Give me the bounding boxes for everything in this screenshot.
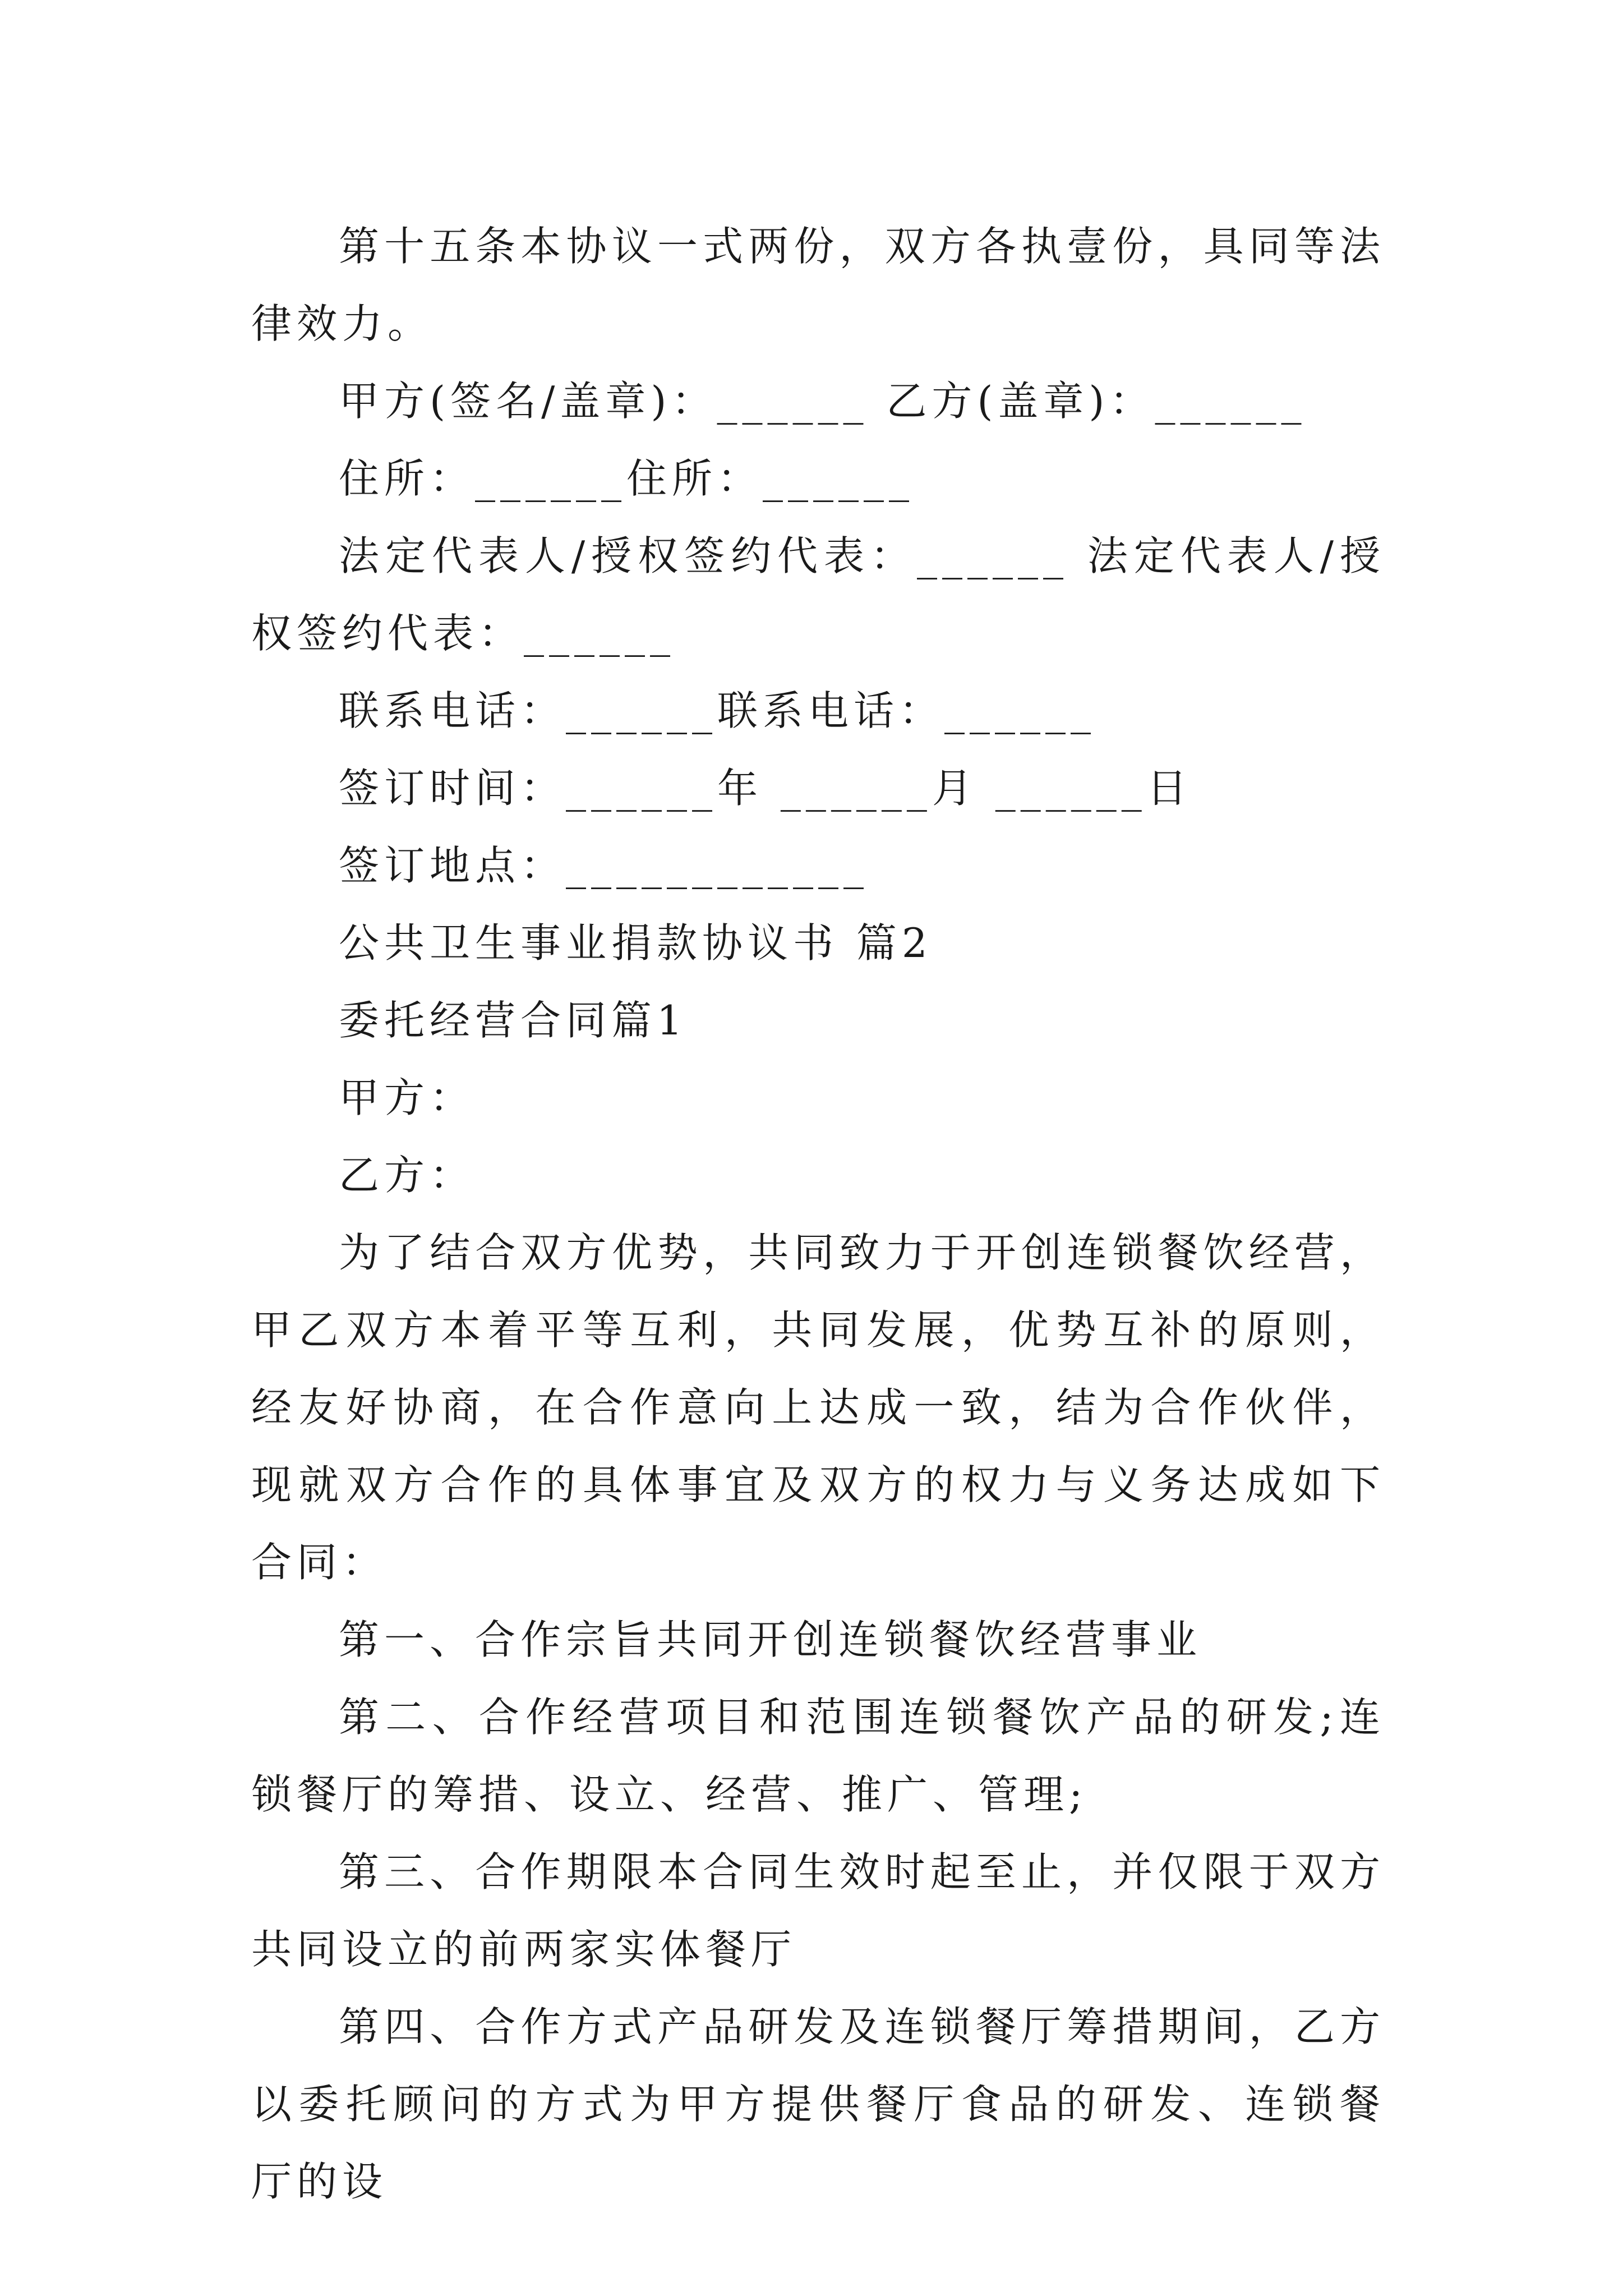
paragraph-preamble: 为了结合双方优势，共同致力于开创连锁餐饮经营，甲乙双方本着平等互利，共同发展，优势互补的原则，经友好协商，在合作意向上达成一致，结为合作伙伴，现就双方合作的具体事宜及双方的权力与义务达成如下合同： (251, 1229, 1385, 1586)
paragraph-phone: 联系电话：______联系电话：______ (339, 687, 1096, 734)
paragraph-legal-representative: 法定代表人/授权签约代表：______ 法定代表人/授权签约代表：______ (251, 532, 1385, 657)
paragraph-article-1: 第一、合作宗旨共同开创连锁餐饮经营事业 (339, 1616, 1202, 1663)
document-page (251, 208, 1385, 2220)
paragraph-article-15: 第十五条本协议一式两份，双方各执壹份，具同等法律效力。 (251, 223, 1385, 347)
paragraph-article-3: 第三、合作期限本合同生效时起至止，并仅限于双方共同设立的前两家实体餐厅 (251, 1848, 1385, 1973)
paragraph-sign-place: 签订地点：____________ (339, 842, 869, 889)
paragraph-article-4: 第四、合作方式产品研发及连锁餐厅筹措期间，乙方以委托顾问的方式为甲方提供餐厅食品的研发、连锁餐厅的设 (251, 2003, 1385, 2205)
paragraph-sign-date: 签订时间：______年 ______月 ______日 (339, 765, 1192, 812)
paragraph-party-signatures: 甲方(签名/盖章)：______ 乙方(盖章)：______ (339, 378, 1307, 425)
party-b-label: 乙方： (339, 1152, 476, 1199)
paragraph-article-2: 第二、合作经营项目和范围连锁餐饮产品的研发;连锁餐厅的筹措、设立、经营、推广、管理; (251, 1694, 1385, 1818)
party-a-label: 甲方： (339, 1074, 476, 1121)
contract-heading: 委托经营合同篇1 (339, 997, 688, 1044)
section-heading-2: 公共卫生事业捐款协议书 篇2 (339, 919, 933, 967)
paragraph-address: 住所：______住所：______ (339, 455, 915, 502)
